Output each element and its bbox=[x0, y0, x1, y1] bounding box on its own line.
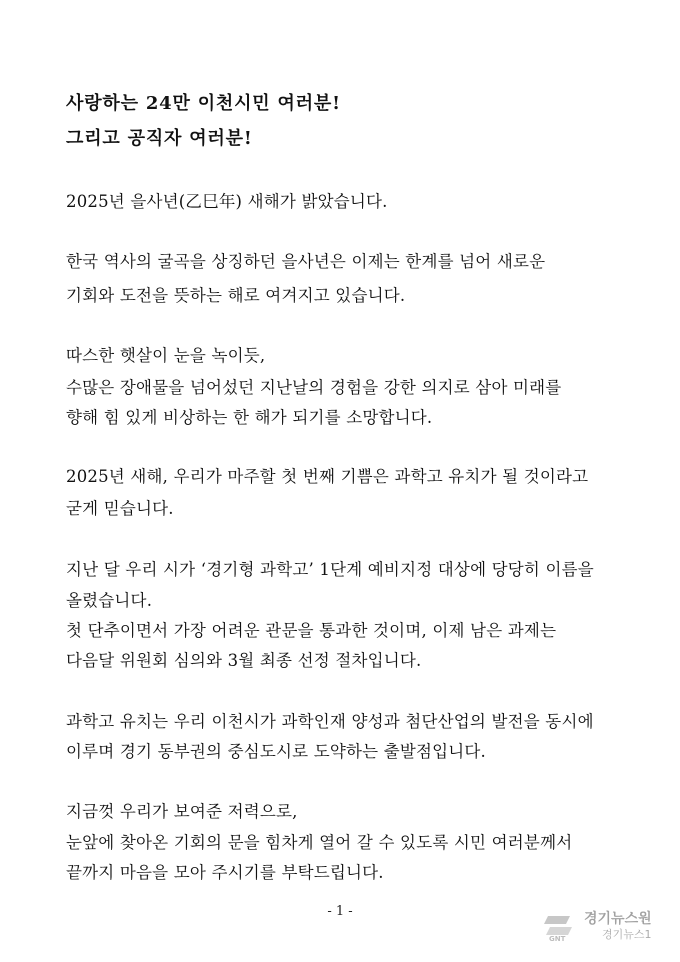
body-line: 지난 달 우리 시가 ‘경기형 과학고’ 1단계 예비지정 대상에 당당히 이름을 bbox=[66, 560, 594, 579]
body-line: 첫 단추이면서 가장 어려운 관문을 통과한 것이며, 이제 남은 과제는 bbox=[66, 621, 557, 640]
body-line: 2025년 을사년(乙巳年) 새해가 밝았습니다. bbox=[66, 192, 388, 211]
body-line: 기회와 도전을 뜻하는 해로 여겨지고 있습니다. bbox=[66, 286, 406, 305]
watermark-subtitle: 경기뉴스1 bbox=[602, 928, 652, 941]
body-line: 향해 힘 있게 비상하는 한 해가 되기를 소망합니다. bbox=[66, 408, 433, 427]
body-line: 따스한 햇살이 눈을 녹이듯, bbox=[66, 346, 266, 365]
body-line: 수많은 장애물을 넘어섰던 지난날의 경험을 강한 의지로 삼아 미래를 bbox=[66, 378, 562, 397]
logo-text: GNT bbox=[549, 935, 566, 942]
news-watermark bbox=[540, 908, 676, 948]
news-logo-icon bbox=[540, 912, 578, 942]
body-line: 2025년 새해, 우리가 마주할 첫 번째 기쁨은 과학고 유치가 될 것이라고 bbox=[66, 467, 589, 486]
body-line: 이루며 경기 동부권의 중심도시로 도약하는 출발점입니다. bbox=[66, 742, 487, 761]
body-line: 다음달 위원회 심의와 3월 최종 선정 절차입니다. bbox=[66, 651, 422, 670]
body-line: 올렸습니다. bbox=[66, 591, 153, 610]
watermark-title: 경기뉴스원 bbox=[584, 911, 652, 927]
body-line: 한국 역사의 굴곡을 상징하던 을사년은 이제는 한계를 넘어 새로운 bbox=[66, 252, 546, 271]
body-line: 굳게 믿습니다. bbox=[66, 499, 174, 518]
body-line: 과학고 유치는 우리 이천시가 과학인재 양성과 첨단산업의 발전을 동시에 bbox=[66, 712, 594, 731]
body-line: 끝까지 마음을 모아 주시기를 부탁드립니다. bbox=[66, 863, 384, 882]
heading-line-1: 사랑하는 24만 이천시민 여러분! bbox=[66, 93, 341, 114]
body-line: 지금껏 우리가 보여준 저력으로, bbox=[66, 802, 298, 821]
body-line: 눈앞에 찾아온 기회의 문을 힘차게 열어 갈 수 있도록 시민 여러분께서 bbox=[66, 833, 573, 852]
page-number: - 1 - bbox=[327, 904, 353, 919]
heading-line-2: 그리고 공직자 여러분! bbox=[66, 128, 253, 149]
